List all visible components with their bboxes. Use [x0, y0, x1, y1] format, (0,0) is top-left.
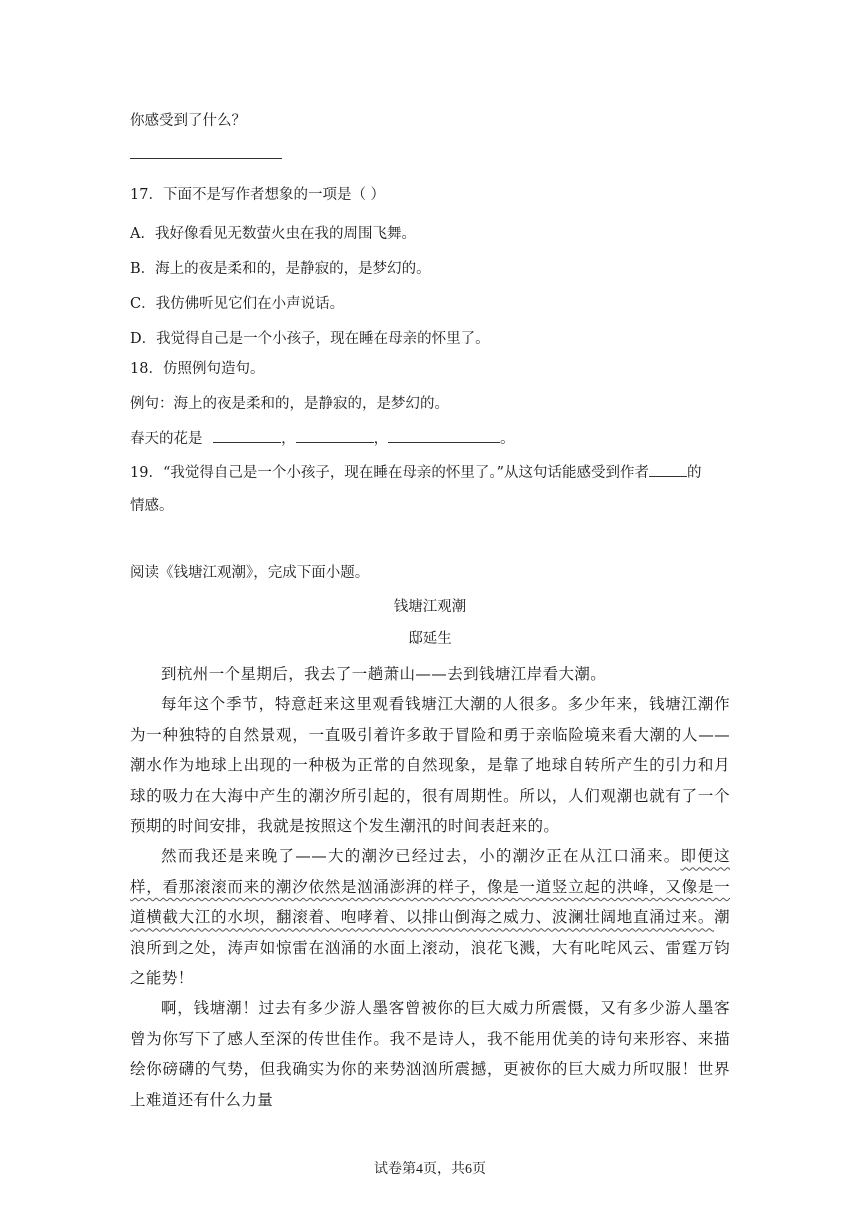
q17-option-a: A．我好像看见无数萤火虫在我的周围飞舞。: [130, 226, 416, 242]
separator-2: ，: [373, 431, 389, 447]
answer-blank-line: [130, 158, 282, 159]
q17-option-d: D．我觉得自己是一个小孩子，现在睡在母亲的怀里了。: [130, 331, 490, 347]
q18-fill-in: [130, 428, 515, 450]
reading-instruction: 阅读《钱塘江观潮》，完成下面小题。: [130, 565, 370, 581]
blank-1: [213, 428, 281, 443]
blank-3: [388, 428, 500, 443]
q17-option-c: C．我仿佛听见它们在小声说话。: [130, 296, 345, 312]
passage-title: 钱塘江观潮: [393, 599, 467, 615]
q19-suffix: 的: [687, 465, 702, 481]
question-prompt: 你感受到了什么？: [130, 113, 246, 129]
paragraph-3: [130, 841, 730, 993]
paragraph-4: 啊，钱塘潮！过去有多少游人墨客曾被你的巨大威力所震慑，又有多少游人墨客曾为你写下了感人至深的传世佳作。我不是诗人，我不能用优美的诗句来形容、来描绘你磅礴的气势，但我确实为你的来势汹汹所震撼，更被你的巨大威力所叹服！世界上难道还有什么力量: [130, 999, 730, 1109]
underlined-sentence: 即便这样，看那滚滚而来的潮汐依然是汹涌澎湃的样子，像是一道竖立起的洪峰，又像是一道横截大江的水坝，翻滚着、咆哮着、以排山倒海之威力、波澜壮阔地直涌过来。: [130, 847, 731, 927]
blank-2: [296, 428, 374, 443]
q19-text: 19．“我觉得自己是一个小孩子，现在睡在母亲的怀里了。”从这句话能感受到作者: [130, 465, 650, 481]
paragraph-2: 每年这个季节，特意赶来这里观看钱塘江大潮的人很多。多少年来，钱塘江潮作为一种独特的自然景观，一直吸引着许多敢于冒险和勇于亲临险境来看大潮的人——潮水作为地球上出现的一种极为正常的自然现象，是靠了地球自转所产生的引力和月球的吸力在大海中产生的潮汐所引起的，很有周期性。所以，人们观潮也就有了一个预期的时间安排，我就是按照这个发生潮汛的时间表赶来的。: [130, 695, 730, 836]
separator-1: ，: [281, 431, 296, 447]
passage-author: 邸延生: [408, 631, 452, 647]
paragraph-3-end: 潮浪所到之处，涛声如惊雷在汹涌的水面上滚动，浪花飞溅，大有叱咤风云、雷霆万钧之能势！: [130, 908, 730, 988]
paragraph-1: 到杭州一个星期后，我去了一趟萧山——去到钱塘江岸看大潮。: [161, 665, 607, 683]
q18-stem: 18．仿照例句造句。: [130, 361, 265, 377]
q17-stem: 17．下面不是写作者想象的一项是（ ）: [130, 187, 386, 203]
q17-option-b: B．海上的夜是柔和的，是静寂的，是梦幻的。: [130, 261, 431, 277]
q19-blank: [649, 462, 687, 477]
page-footer: 试卷第4页，共6页: [374, 1162, 486, 1177]
q19-line-1: [130, 462, 702, 484]
q18-prompt: 春天的花是: [130, 431, 203, 447]
sentence-end: 。: [500, 431, 515, 447]
paragraph-3-start: 然而我还是来晚了——大的潮汐已经过去，小的潮汐正在从江口涌来。: [161, 847, 681, 866]
q18-example: 例句：海上的夜是柔和的，是静寂的，是梦幻的。: [130, 396, 449, 412]
q19-line-2: 情感。: [130, 498, 174, 514]
passage-body: [130, 659, 730, 1115]
